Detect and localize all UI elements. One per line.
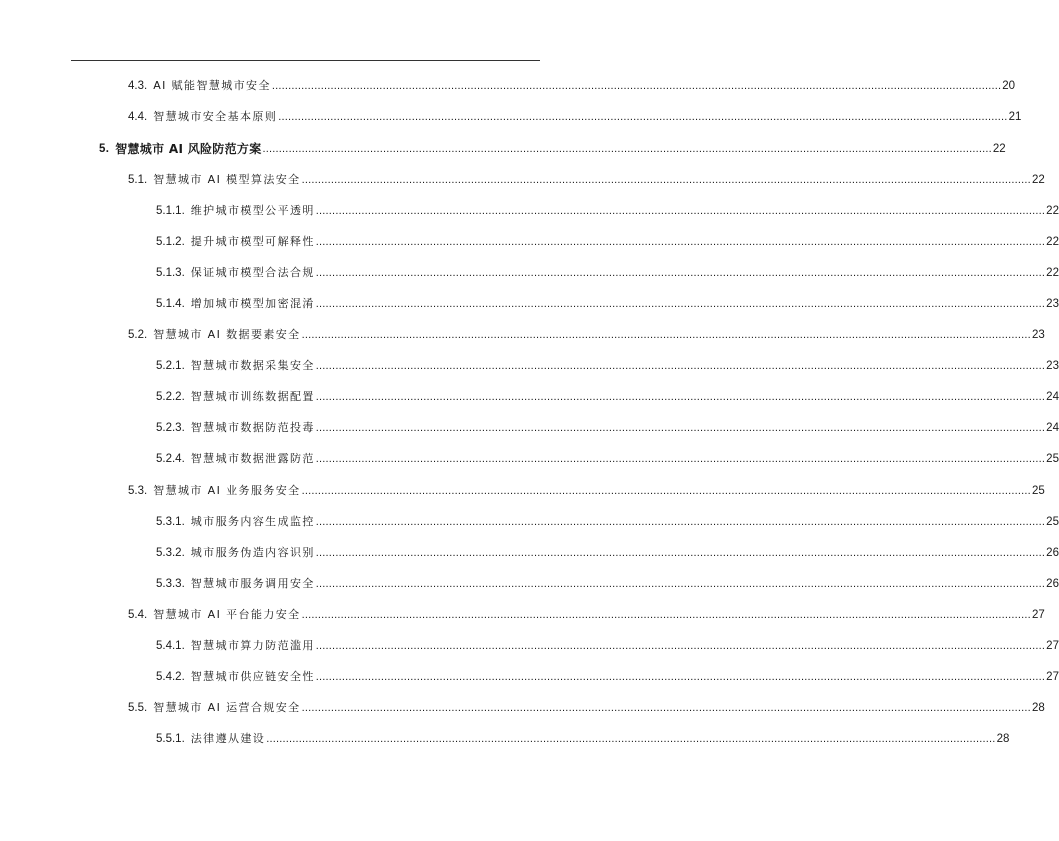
toc-entry-title: 智慧城市 AI 运营合规安全 — [153, 701, 301, 714]
toc-entry-number: 5.2.4. — [156, 453, 185, 465]
toc-entry-title: 智慧城市 AI 数据要素安全 — [153, 328, 301, 341]
toc-entry-page: 27 — [1031, 609, 1045, 621]
toc-entry-title: 智慧城市安全基本原则 — [153, 110, 278, 123]
toc-entry[interactable] — [0, 605, 1045, 625]
toc-entry[interactable] — [0, 418, 1059, 438]
toc-dot-leader: ................................................................................................................................................................................................................................ — [315, 236, 1046, 248]
toc-entry-page: 27 — [1046, 671, 1059, 683]
toc-entry-number: 4.4. — [128, 111, 148, 123]
toc-entry[interactable] — [0, 232, 1059, 252]
toc-entry-title: 维护城市模型公平透明 — [190, 204, 315, 217]
toc-entry-title: 智慧城市供应链安全性 — [190, 670, 315, 683]
toc-dot-leader: ................................................................................................................................................................................................................................ — [278, 111, 1008, 123]
toc-entry-title: 智慧城市训练数据配置 — [190, 390, 315, 403]
toc-entry[interactable] — [0, 667, 1059, 687]
toc-entry-page: 24 — [1046, 422, 1059, 434]
toc-entry[interactable] — [0, 729, 1010, 749]
toc-entry-title: 保证城市模型合法合规 — [190, 266, 315, 279]
toc-entry[interactable] — [0, 201, 1059, 221]
toc-entry[interactable] — [0, 636, 1059, 656]
toc-entry[interactable] — [0, 107, 1022, 127]
toc-entry-number: 5.3. — [128, 485, 148, 497]
toc-entry-title: 智慧城市数据防范投毒 — [190, 421, 315, 434]
toc-entry-title: 增加城市模型加密混淆 — [190, 297, 315, 310]
toc-entry[interactable] — [0, 356, 1059, 376]
toc-entry-number: 5.2.3. — [156, 422, 185, 434]
toc-entry-page: 26 — [1046, 578, 1059, 590]
toc-entry-page: 22 — [1046, 236, 1059, 248]
toc-entry-page: 23 — [1046, 360, 1059, 372]
toc-entry[interactable] — [0, 449, 1059, 469]
toc-entry[interactable] — [0, 512, 1059, 532]
toc-entry[interactable] — [0, 481, 1045, 501]
toc-entry-page: 20 — [1002, 80, 1016, 92]
toc-entry-page: 22 — [1031, 174, 1045, 186]
toc-dot-leader: ................................................................................................................................................................................................................................ — [315, 360, 1046, 372]
toc-dot-leader: ................................................................................................................................................................................................................................ — [301, 485, 1031, 497]
toc-entry-title: 城市服务伪造内容识别 — [190, 546, 315, 559]
toc-entry-page: 22 — [992, 143, 1006, 155]
toc-entry-title: 提升城市模型可解释性 — [190, 235, 315, 248]
toc-entry-number: 5.1.2. — [156, 236, 185, 248]
toc-entry-number: 5.1.1. — [156, 205, 185, 217]
toc-entry-number: 5.3.2. — [156, 547, 185, 559]
toc-entry-page: 27 — [1046, 640, 1059, 652]
toc-dot-leader: ................................................................................................................................................................................................................................ — [301, 609, 1031, 621]
toc-entry-number: 5.1. — [128, 174, 148, 186]
toc-entry-number: 5.3.1. — [156, 516, 185, 528]
toc-entry-page: 23 — [1046, 298, 1059, 310]
toc-entry[interactable] — [0, 574, 1059, 594]
toc-entry-title: 智慧城市 AI 模型算法安全 — [153, 173, 301, 186]
toc-entry-title: 法律遵从建设 — [190, 732, 266, 745]
toc-entry-number: 5.1.3. — [156, 267, 185, 279]
toc-dot-leader: ................................................................................................................................................................................................................................ — [301, 702, 1031, 714]
toc-entry-page: 25 — [1046, 453, 1059, 465]
toc-dot-leader: ................................................................................................................................................................................................................................ — [301, 329, 1031, 341]
toc-entry[interactable] — [0, 387, 1059, 407]
toc-entry-page: 28 — [1031, 702, 1045, 714]
toc-dot-leader: ................................................................................................................................................................................................................................ — [266, 733, 996, 745]
toc-entry-number: 5.4.2. — [156, 671, 185, 683]
toc-entry[interactable] — [0, 543, 1059, 563]
toc-dot-leader: ................................................................................................................................................................................................................................ — [271, 80, 1002, 92]
toc-entry-page: 25 — [1046, 516, 1059, 528]
toc-entry-number: 5.2. — [128, 329, 148, 341]
toc-entry-title: 智慧城市 AI 风险防范方案 — [115, 142, 262, 156]
toc-dot-leader: ................................................................................................................................................................................................................................ — [315, 391, 1046, 403]
toc-entry-page: 21 — [1008, 111, 1022, 123]
toc-entry-number: 5.5.1. — [156, 733, 185, 745]
toc-dot-leader: ................................................................................................................................................................................................................................ — [315, 205, 1046, 217]
toc-entry-title: AI 赋能智慧城市安全 — [153, 79, 271, 92]
toc-entry-number: 5.4.1. — [156, 640, 185, 652]
toc-entry-number: 5.2.2. — [156, 391, 185, 403]
toc-entry-title: 智慧城市数据泄露防范 — [190, 452, 315, 465]
toc-dot-leader: ................................................................................................................................................................................................................................ — [315, 422, 1046, 434]
toc-entry[interactable] — [0, 698, 1045, 718]
toc-entry-number: 5.2.1. — [156, 360, 185, 372]
toc-entry[interactable] — [0, 170, 1045, 190]
toc-dot-leader: ................................................................................................................................................................................................................................ — [315, 578, 1046, 590]
toc-dot-leader: ................................................................................................................................................................................................................................ — [262, 143, 992, 155]
toc-entry-title: 智慧城市数据采集安全 — [190, 359, 315, 372]
toc-entry[interactable] — [0, 325, 1045, 345]
toc-entry-page: 22 — [1046, 205, 1059, 217]
toc-entry-number: 5.4. — [128, 609, 148, 621]
toc-entry-page: 28 — [996, 733, 1010, 745]
toc-entry[interactable] — [0, 294, 1059, 314]
toc-entry-number: 5.3.3. — [156, 578, 185, 590]
toc-dot-leader: ................................................................................................................................................................................................................................ — [315, 298, 1046, 310]
toc-entry-title: 智慧城市 AI 业务服务安全 — [153, 484, 301, 497]
toc-entry-page: 22 — [1046, 267, 1059, 279]
toc-entry-title: 智慧城市服务调用安全 — [190, 577, 315, 590]
toc-dot-leader: ................................................................................................................................................................................................................................ — [315, 640, 1046, 652]
toc-entry-title: 智慧城市 AI 平台能力安全 — [153, 608, 301, 621]
toc-dot-leader: ................................................................................................................................................................................................................................ — [315, 547, 1046, 559]
toc-entry-page: 26 — [1046, 547, 1059, 559]
toc-dot-leader: ................................................................................................................................................................................................................................ — [315, 516, 1046, 528]
toc-entry-page: 25 — [1031, 485, 1045, 497]
header-rule — [71, 60, 540, 61]
toc-entry[interactable] — [0, 263, 1059, 283]
toc-entry-number: 5.5. — [128, 702, 148, 714]
toc-entry-number: 5. — [99, 143, 110, 155]
toc-dot-leader: ................................................................................................................................................................................................................................ — [315, 453, 1046, 465]
toc-dot-leader: ................................................................................................................................................................................................................................ — [301, 174, 1031, 186]
toc-dot-leader: ................................................................................................................................................................................................................................ — [315, 671, 1046, 683]
toc-entry-number: 4.3. — [128, 80, 148, 92]
toc-entry-title: 智慧城市算力防范滥用 — [190, 639, 315, 652]
toc-entry-page: 24 — [1046, 391, 1059, 403]
toc-entry[interactable] — [0, 139, 1006, 159]
toc-entry-title: 城市服务内容生成监控 — [190, 515, 315, 528]
toc-entry[interactable] — [0, 76, 1016, 96]
toc-entry-number: 5.1.4. — [156, 298, 185, 310]
toc-dot-leader: ................................................................................................................................................................................................................................ — [315, 267, 1046, 279]
toc-entry-page: 23 — [1031, 329, 1045, 341]
